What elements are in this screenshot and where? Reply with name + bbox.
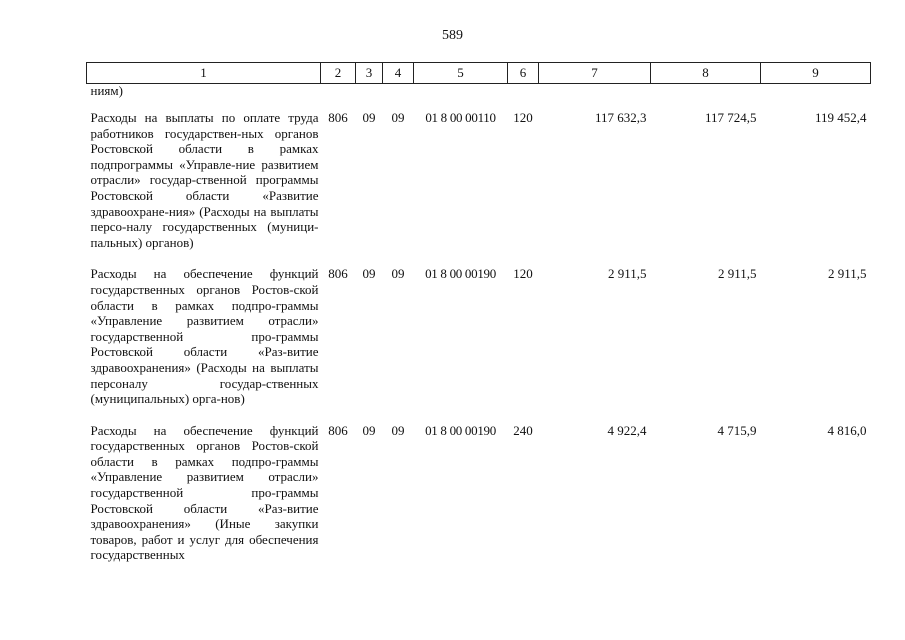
row-description: Расходы на обеспечение функций государственных органов Ростов-ской области в рамках подпро-граммы «Управление развитием отрасли» государственной про-граммы Ростовской области «Раз-витие здравоохранения» (Расходы на выплаты персоналу государ-ственных (муниципальных) орга-нов) bbox=[90, 266, 319, 407]
row-amount-year3: 2 911,5 bbox=[827, 266, 867, 282]
row-amount-year1: 117 632,3 bbox=[594, 110, 647, 125]
row-expense-type: 120 bbox=[513, 266, 533, 282]
column-header-7: 7 bbox=[539, 63, 651, 84]
column-header-1: 1 bbox=[87, 63, 321, 84]
table-row bbox=[87, 407, 871, 563]
row-ministry-code: 806 bbox=[328, 266, 348, 282]
row-section-code: 09 bbox=[362, 422, 376, 438]
table-row bbox=[87, 250, 871, 406]
row-section-code: 09 bbox=[362, 266, 376, 282]
row-amount-year1: 4 922,4 bbox=[607, 422, 647, 438]
column-header-6: 6 bbox=[508, 63, 539, 84]
row-target-article: 01 8 00 00190 bbox=[425, 266, 496, 282]
row-amount-year2: 2 911,5 bbox=[717, 266, 757, 282]
row-expense-type: 120 bbox=[513, 110, 533, 125]
row-expense-type: 240 bbox=[513, 422, 533, 438]
row-section-code: 09 bbox=[362, 110, 376, 125]
row-ministry-code: 806 bbox=[328, 110, 348, 125]
row-description: Расходы на выплаты по оплате труда работников государствен-ных органов Ростовской области в рамках подпрограммы «Управле-ние развитием отрасли» государ-ственной программы Ростовской области «Развитие здравоохране-ния» (Расходы на выплаты персо-налу государственных (муници-пальных) органов) bbox=[90, 110, 319, 250]
row-subsection-code: 09 bbox=[391, 266, 405, 282]
row-amount-year2: 117 724,5 bbox=[704, 110, 757, 125]
column-header-4: 4 bbox=[383, 63, 414, 84]
continuation-text: ниям) bbox=[90, 83, 123, 98]
column-header-3: 3 bbox=[356, 63, 383, 84]
row-ministry-code: 806 bbox=[328, 422, 348, 438]
column-header-9: 9 bbox=[761, 63, 871, 84]
column-header-2: 2 bbox=[321, 63, 356, 84]
column-header-8: 8 bbox=[651, 63, 761, 84]
row-amount-year3: 119 452,4 bbox=[814, 110, 867, 125]
row-subsection-code: 09 bbox=[391, 422, 405, 438]
row-amount-year3: 4 816,0 bbox=[827, 422, 867, 438]
row-target-article: 01 8 00 00110 bbox=[425, 110, 496, 125]
budget-table bbox=[86, 62, 871, 563]
row-description: Расходы на обеспечение функций государственных органов Ростов-ской области в рамках подпро-граммы «Управление развитием отрасли» государственной про-граммы Ростовской области «Раз-витие здравоохранения» (Иные закупки товаров, работ и услуг для обеспечения государственных bbox=[90, 422, 319, 563]
column-number-header bbox=[87, 63, 871, 84]
continuation-row bbox=[87, 84, 871, 99]
page-number: 589 bbox=[442, 28, 463, 43]
row-amount-year2: 4 715,9 bbox=[717, 422, 757, 438]
row-subsection-code: 09 bbox=[391, 110, 405, 125]
row-target-article: 01 8 00 00190 bbox=[425, 422, 496, 438]
table-row bbox=[87, 98, 871, 250]
column-header-5: 5 bbox=[414, 63, 508, 84]
row-amount-year1: 2 911,5 bbox=[607, 266, 647, 282]
